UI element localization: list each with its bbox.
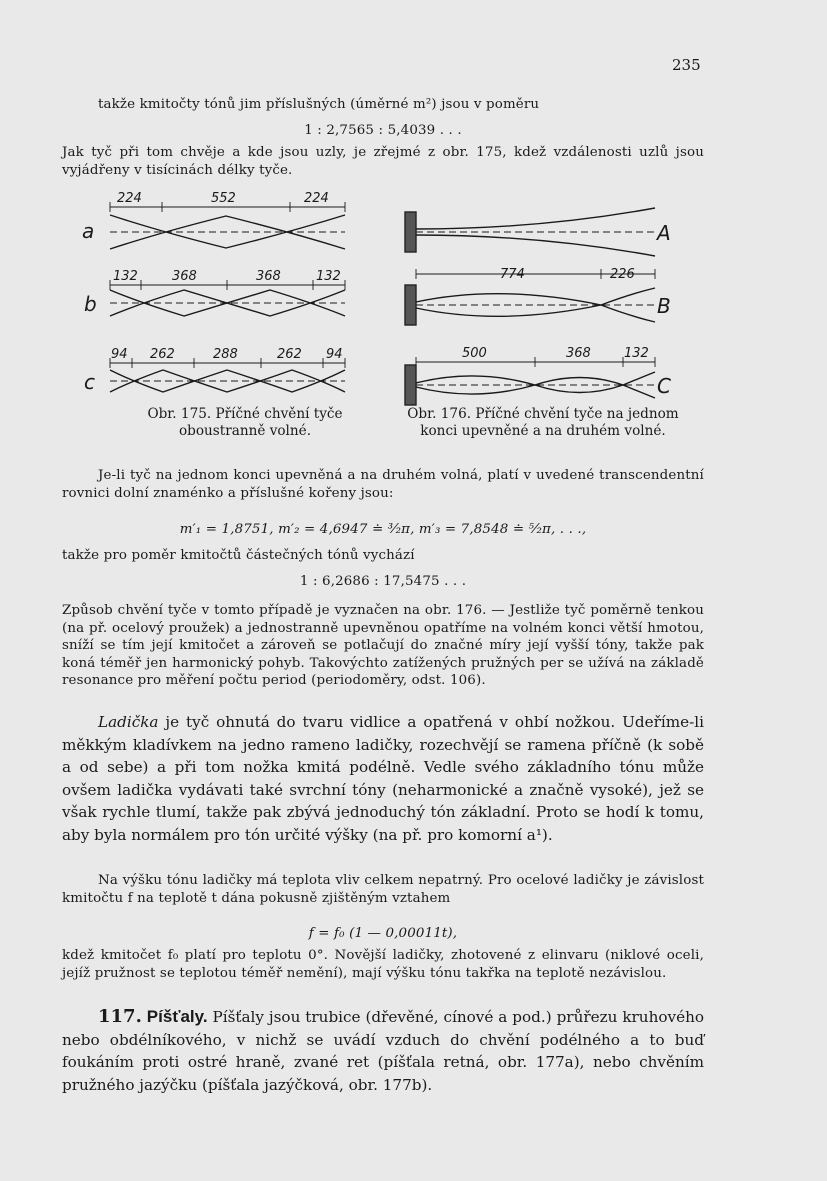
fig175-b-seg1: 132 <box>113 269 138 284</box>
fig175-b-seg2: 368 <box>172 269 197 284</box>
fig175-a-seg1: 224 <box>117 191 142 206</box>
section-117-text: Píšťaly jsou trubice (dřevěné, cínové a pod.) průřezu kruhového nebo obdélníkového, v nichž se uvádí vzduch do chvění podélného a to buď foukáním proti ostré hraně, zvané ret (píšťala retná, obr. 177a), nebo chvěním pružného jazýčku (píšťala jazýčková, obr. 177b). <box>62 1008 704 1094</box>
term-ladicka: Ladička <box>98 713 159 731</box>
fig175-c-seg1: 94 <box>111 347 128 362</box>
page-number: 235 <box>672 56 701 74</box>
fig176-B-seg1: 774 <box>500 267 525 282</box>
figures-175-176 <box>0 0 827 470</box>
fig176-C-seg1: 500 <box>462 346 487 361</box>
ratio-free-bar: 1 : 2,7565 : 5,4039 . . . <box>304 123 462 138</box>
fig176-label-A: A <box>657 221 671 245</box>
fig175-c-seg2: 262 <box>150 347 175 362</box>
paragraph-ratio-intro: takže kmitočty tónů jim příslušných (úměrné m²) jsou v poměru <box>98 97 540 112</box>
paragraph-fixed-end: Je-li tyč na jednom konci upevněná a na druhém volná, platí v uvedené transcendentní rovnici dolní znaménko a příslušné kořeny jsou: <box>62 468 704 501</box>
fig176-mode-A <box>405 208 655 256</box>
paragraph-temperature: Na výšku tónu ladičky má teplota vliv celkem nepatrný. Pro ocelové ladičky je závislost kmitočtu f na teplotě t dána pokusně zjištěným vztahem <box>62 873 704 906</box>
ratio-fixed-bar: 1 : 6,2686 : 17,5475 . . . <box>299 574 467 589</box>
fig176-label-B: B <box>657 294 671 318</box>
fig175-mode-b <box>110 280 345 316</box>
fig175-b-seg4: 132 <box>316 269 341 284</box>
fig175-b-seg3: 368 <box>256 269 281 284</box>
paragraph-loaded-spring: Způsob chvění tyče v tomto případě je vyznačen na obr. 176. — Jestliže tyč poměrně tenkou (na př. ocelový proužek) a jednostranně upevněnou opatříme na volném konci větší hmotou, sníží se tím její kmitočet a zároveň se potlačují do značné míry její vyšší tóny, takže pak koná téměř jen harmonický pohyb. Takovýchto zatížených pružných per se užívá na základě resonance pro měření počtu period (periodoměry, odst. 106). <box>62 603 704 689</box>
fig175-c-seg4: 262 <box>277 347 302 362</box>
fig175-a-seg3: 224 <box>304 191 329 206</box>
fig175-mode-a <box>110 202 345 249</box>
fig176-C-seg2: 368 <box>566 346 591 361</box>
fig176-caption: Obr. 176. Příčné chvění tyče na jednom konci upevněné a na druhém volné. <box>407 406 679 439</box>
fig176-mode-C <box>405 357 655 405</box>
fig176-B-seg2: 226 <box>610 267 635 282</box>
fig175-caption: Obr. 175. Příčné chvění tyče oboustranně volné. <box>147 406 343 439</box>
temperature-formula: f = f₀ (1 — 0,00011t), <box>308 926 458 941</box>
fig176-C-seg3: 132 <box>624 346 649 361</box>
section-number: 117. <box>98 1006 142 1027</box>
paragraph-elinvar: kdež kmitočet f₀ platí pro teplotu 0°. Novější ladičky, zhotovené z elinvaru (niklové oceli, jejíž pružnost se teplotou téměř nemění), mají výšku tónu takřka na teplotě nezávislou. <box>62 948 704 981</box>
section-title: Píšťaly. <box>146 1007 208 1026</box>
paragraph-node-distances: Jak tyč při tom chvěje a kde jsou uzly, je zřejmé z obr. 175, kdež vzdálenosti uzlů jsou vyjádřeny v tisícinách délky tyče. <box>62 145 704 178</box>
fig175-c-seg5: 94 <box>326 347 343 362</box>
fig175-label-c: c <box>84 370 95 394</box>
fig175-a-seg2: 552 <box>211 191 236 206</box>
fig176-label-C: C <box>657 374 671 398</box>
paragraph-section-117 <box>62 1006 704 1096</box>
fig175-mode-c <box>110 358 345 392</box>
roots-formula: m′₁ = 1,8751, m′₂ = 4,6947 ≐ ³⁄₂π, m′₃ = 7,8548 ≐ ⁵⁄₂π, . . ., <box>179 522 587 537</box>
tuning-fork-text: je tyč ohnutá do tvaru vidlice a opatřená v ohbí nožkou. Udeříme-li měkkým kladívkem na jedno rameno ladičky, rozechvějí se ramena příčně (k sobě a od sebe) a při tom nožka kmitá podélně. Vedle svého základního tónu může ovšem ladička vydávati také svrchní tóny (neharmonické a značně vysoké), jež se však rychle tlumí, takže pak zbývá jednoduchý tón základní. Proto se hodí k tomu, aby byla normálem pro tón určité výšky (na př. pro komorní a¹). <box>62 713 704 844</box>
paragraph-ratio-intro-2: takže pro poměr kmitočtů částečných tónů vychází <box>62 548 415 563</box>
fig175-label-b: b <box>84 292 97 316</box>
paragraph-tuning-fork <box>62 711 704 847</box>
fig175-label-a: a <box>82 219 95 243</box>
fig175-c-seg3: 288 <box>213 347 238 362</box>
